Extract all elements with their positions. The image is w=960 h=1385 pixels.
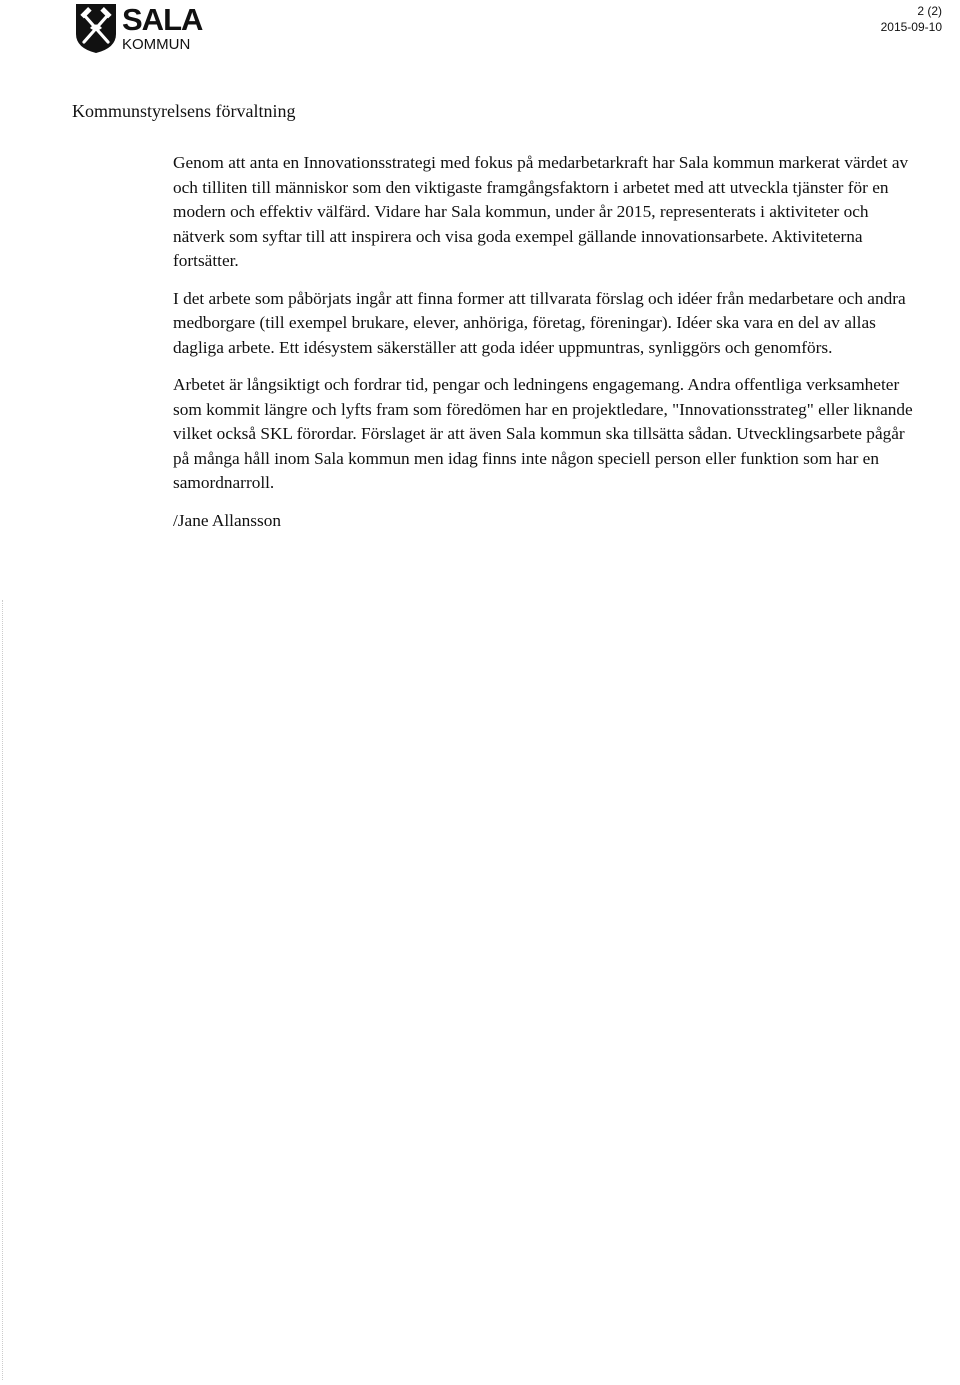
paragraph-2: I det arbete som påbörjats ingår att finna former att tillvarata förslag och idéer från medarbetare och andra medborgare (till exempel brukare, elever, anhöriga, företag, föreningar). Idéer ska vara en del av allas dagliga arbete. Ett idésystem säkerställer att goda idéer uppmuntras, synliggörs och genomförs.	[173, 288, 906, 357]
department-heading: Kommunstyrelsens förvaltning	[72, 101, 296, 121]
logo-subtitle: KOMMUN	[122, 36, 191, 53]
page-number: 2 (2)	[917, 4, 942, 18]
letter-body	[173, 151, 923, 533]
document-date: 2015-09-10	[880, 20, 942, 34]
scan-margin-marks	[2, 600, 5, 1380]
page-meta	[881, 3, 942, 35]
paragraph-1: Genom att anta en Innovationsstrategi med fokus på medarbetarkraft har Sala kommun markerat värdet av och tilliten till människor som den viktigaste framgångsfaktorn i arbetet med att utveckla tjänster för en modern och effektiv välfärd. Vidare har Sala kommun, under år 2015, representerats i aktiviteter och nätverk som syftar till att inspirera och visa goda exempel gällande innovationsarbete. Aktiviteterna fortsätter.	[173, 153, 909, 270]
paragraph-3: Arbetet är långsiktigt och fordrar tid, pengar och ledningens engagemang. Andra offentliga verksamheter som kommit längre och lyfts fram som föredömen har en projektledare, "Innovationsstrateg" eller liknande vilket också SKL förordar. Förslaget är att även Sala kommun ska tillsätta sådan. Utvecklingsarbete pågår på många håll inom Sala kommun men idag finns inte någon speciell person eller funktion som har en samordnarroll.	[173, 375, 913, 492]
signature: /Jane Allansson	[173, 510, 281, 530]
logo-name: SALA	[122, 2, 203, 37]
sala-kommun-logo	[74, 2, 202, 54]
crossed-hammers-shield-icon	[74, 2, 118, 54]
